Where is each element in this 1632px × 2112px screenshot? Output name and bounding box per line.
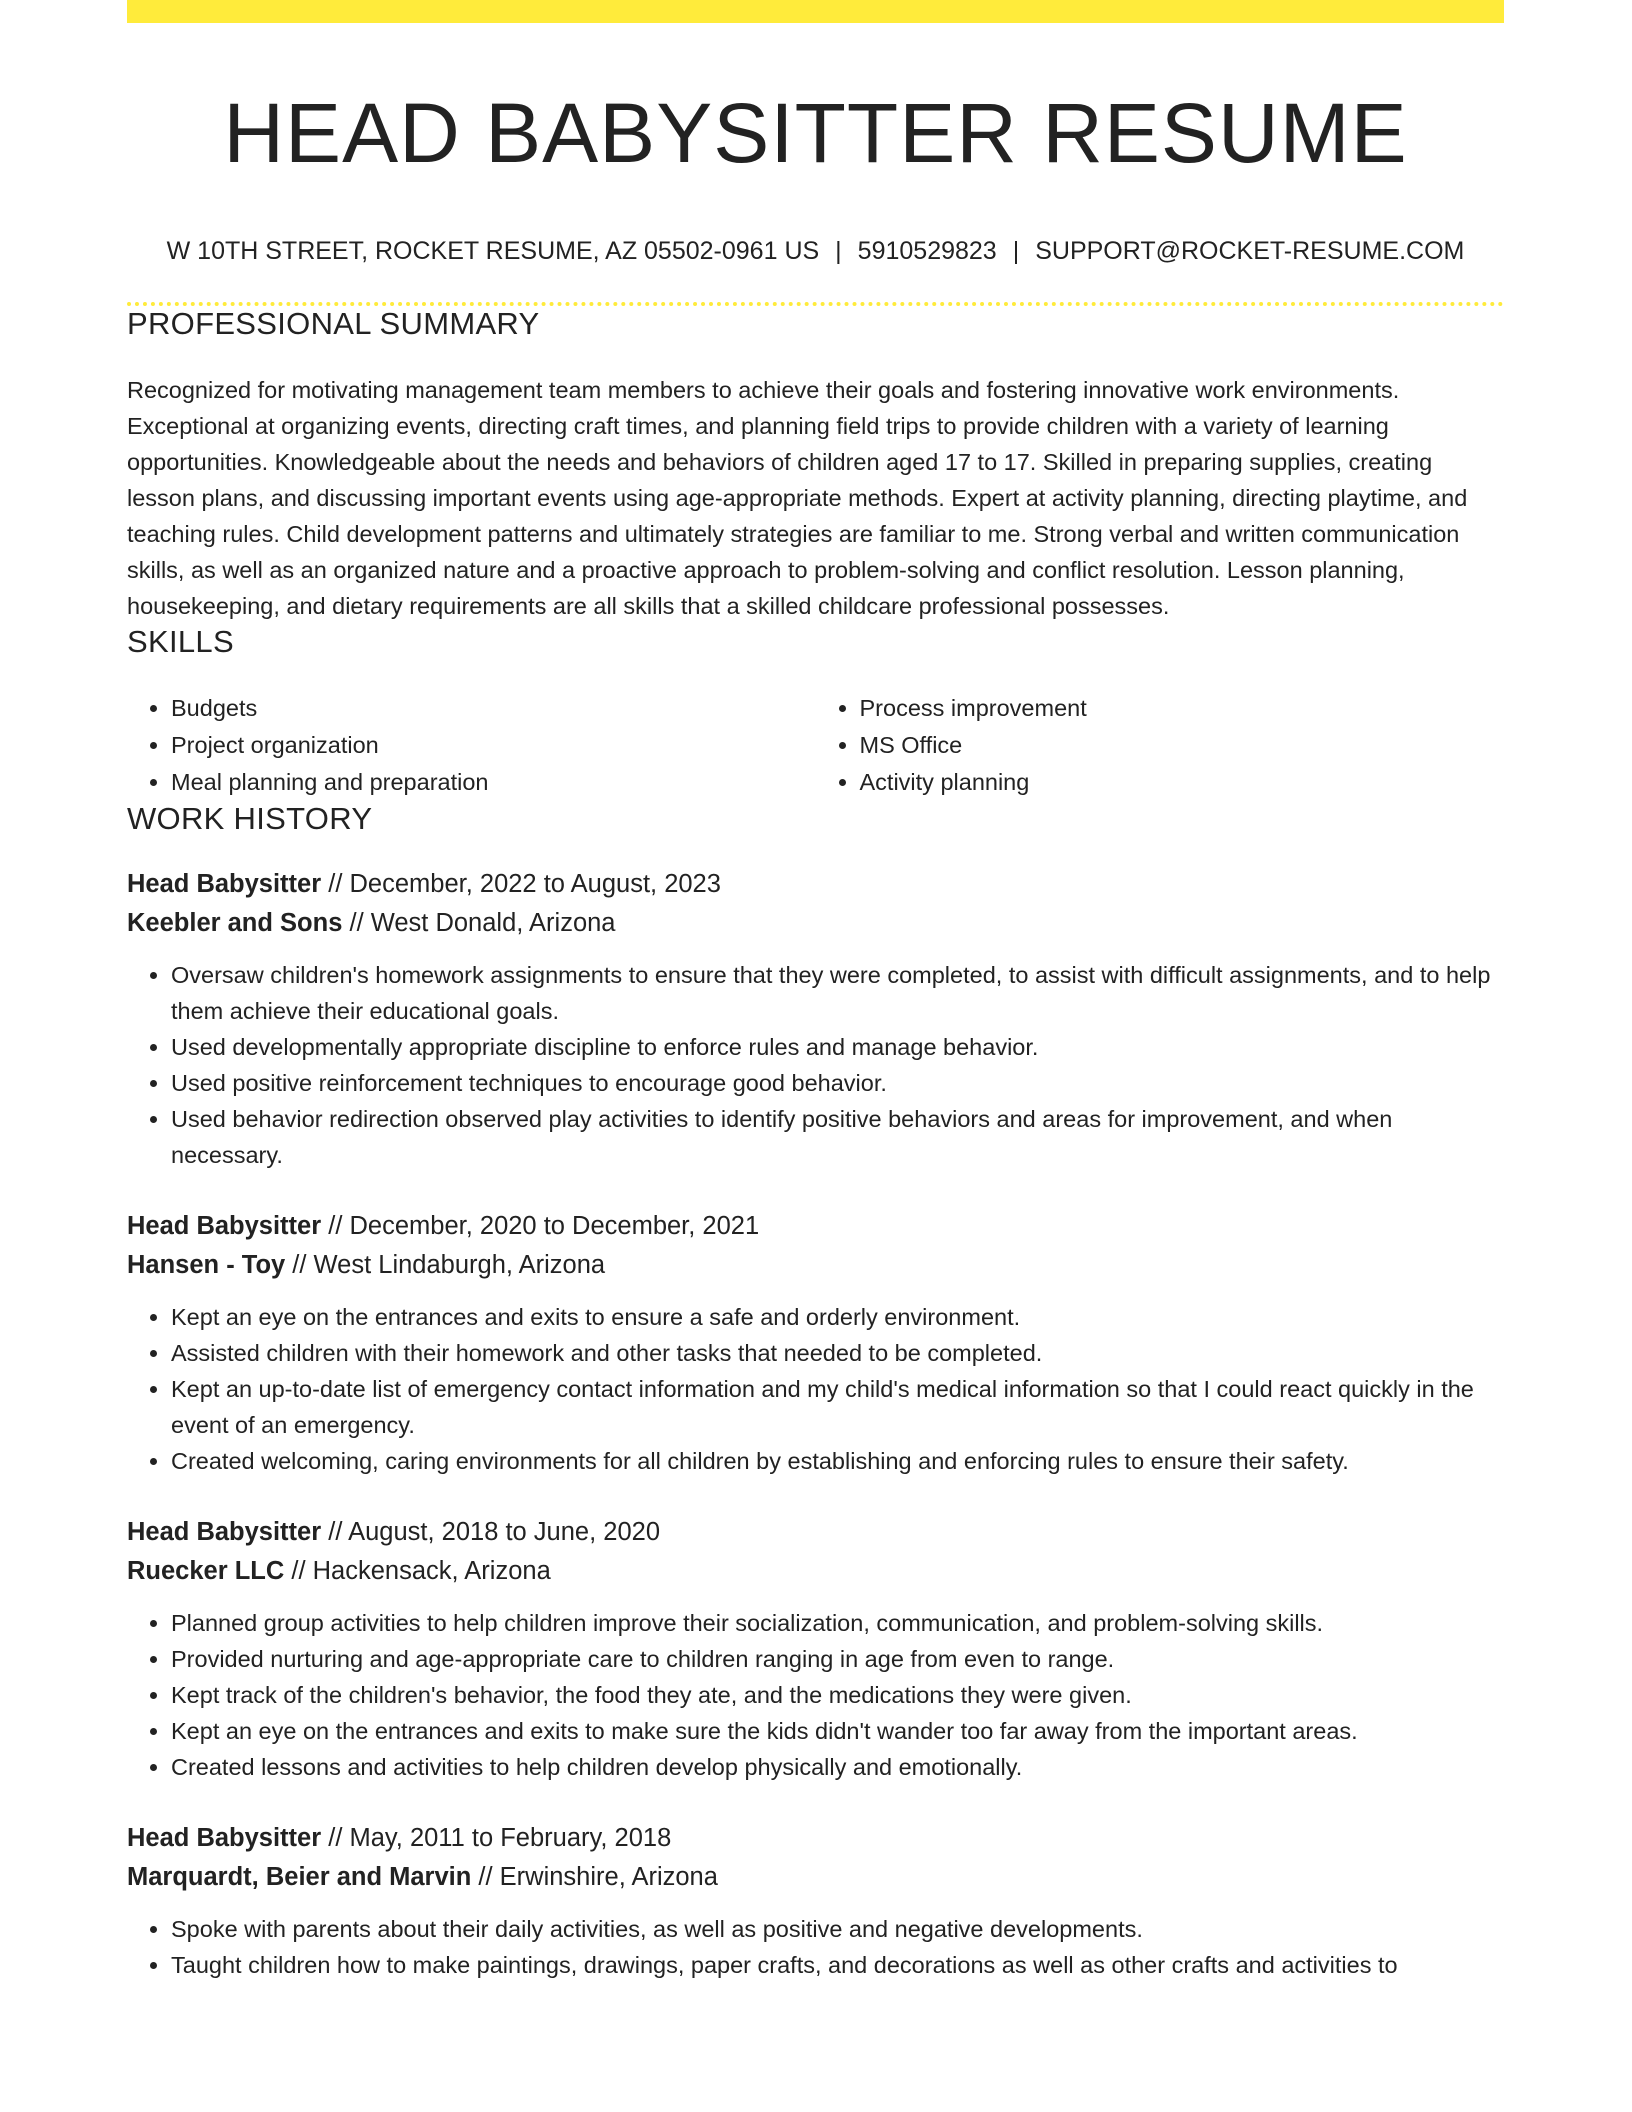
job-duty: • Taught children how to make paintings, drawings, paper crafts, and decorations as well as other crafts and activities to (171, 1947, 1504, 1983)
job-duty: • Provided nurturing and age-appropriate care to children ranging in age from even to range. (171, 1641, 1504, 1677)
job-duty: • Kept an eye on the entrances and exits to ensure a safe and orderly environment. (171, 1299, 1504, 1335)
job-role-line (127, 1207, 1504, 1246)
job-duty: • Oversaw children's homework assignments to ensure that they were completed, to assist with difficult assignments, and to help them achieve their educational goals. (171, 957, 1504, 1029)
email[interactable]: SUPPORT@ROCKET-RESUME.COM (1035, 237, 1465, 266)
job-company-line (127, 1552, 1504, 1591)
skill-item: • Process improvement (860, 690, 1505, 727)
job-duty: • Planned group activities to help children improve their socialization, communication, and problem-solving skills. (171, 1605, 1504, 1641)
resume-page (127, 0, 1504, 1983)
job-role: Head Babysitter (127, 1212, 322, 1241)
job-duty: • Kept track of the children's behavior, the food they ate, and the medications they were given. (171, 1677, 1504, 1713)
job-duties (127, 957, 1504, 1173)
skills-column-right (816, 690, 1505, 801)
job-duty: • Kept an eye on the entrances and exits to make sure the kids didn't wander too far away from the important areas. (171, 1713, 1504, 1749)
job-duty: • Spoke with parents about their daily activities, as well as positive and negative developments. (171, 1911, 1504, 1947)
contact-line (127, 237, 1504, 266)
job-role: Head Babysitter (127, 1824, 322, 1853)
job-role: Head Babysitter (127, 1518, 322, 1547)
job-duty: • Used developmentally appropriate discipline to enforce rules and manage behavior. (171, 1029, 1504, 1065)
skill-item: • Budgets (171, 690, 816, 727)
job-role: Head Babysitter (127, 870, 322, 899)
work-history-heading: WORK HISTORY (127, 801, 373, 837)
job-dates: // August, 2018 to June, 2020 (321, 1518, 661, 1547)
contact-separator: | (835, 237, 842, 266)
job-entry (127, 1513, 1504, 1785)
job-location: // West Donald, Arizona (342, 909, 616, 938)
job-company-line (127, 1858, 1504, 1897)
skills-column-left (127, 690, 816, 801)
job-duties (127, 1605, 1504, 1785)
job-location: // Erwinshire, Arizona (471, 1863, 718, 1892)
phone[interactable]: 5910529823 (857, 237, 997, 266)
job-dates: // May, 2011 to February, 2018 (321, 1824, 672, 1853)
skill-item: • MS Office (860, 727, 1505, 764)
top-accent-bar (127, 0, 1504, 23)
job-duty: • Kept an up-to-date list of emergency contact information and my child's medical information so that I could react quickly in the event of an emergency. (171, 1371, 1504, 1443)
skills-list (127, 690, 1504, 801)
job-role-line (127, 1513, 1504, 1552)
skill-item: • Project organization (171, 727, 816, 764)
job-dates: // December, 2020 to December, 2021 (321, 1212, 760, 1241)
job-role-line (127, 1819, 1504, 1858)
address: W 10TH STREET, ROCKET RESUME, AZ 05502-0961 US (166, 237, 820, 266)
job-duty: • Used behavior redirection observed play activities to identify positive behaviors and areas for improvement, and when necessary. (171, 1101, 1504, 1173)
job-entry (127, 1819, 1504, 1983)
job-location: // Hackensack, Arizona (284, 1557, 551, 1586)
summary-text: Recognized for motivating management team members to achieve their goals and fostering innovative work environments. Exceptional at organizing events, directing craft times, and planning field trips to provide children with a variety of learning opportunities. Knowledgeable about the needs and behaviors of children aged 17 to 17. Skilled in preparing supplies, creating lesson plans, and discussing important events using age-appropriate methods. Expert at activity planning, directing playtime, and teaching rules. Child development patterns and ultimately strategies are familiar to me. Strong verbal and written communication skills, as well as an organized nature and a proactive approach to problem-solving and conflict resolution. Lesson planning, housekeeping, and dietary requirements are all skills that a skilled childcare professional possesses. (127, 377, 1468, 620)
job-duty: • Created lessons and activities to help children develop physically and emotionally. (171, 1749, 1504, 1785)
job-duty: • Used positive reinforcement techniques to encourage good behavior. (171, 1065, 1504, 1101)
skills-heading: SKILLS (127, 624, 234, 660)
job-duties (127, 1299, 1504, 1479)
job-company: Marquardt, Beier and Marvin (127, 1863, 472, 1892)
job-dates: // December, 2022 to August, 2023 (321, 870, 721, 899)
job-company-line (127, 1246, 1504, 1285)
job-duty: • Created welcoming, caring environments for all children by establishing and enforcing rules to ensure their safety. (171, 1443, 1504, 1479)
resume-title: HEAD BABYSITTER RESUME (223, 86, 1408, 180)
job-company: Keebler and Sons (127, 909, 343, 938)
job-company: Ruecker LLC (127, 1557, 285, 1586)
job-company-line (127, 904, 1504, 943)
job-role-line (127, 865, 1504, 904)
job-entry (127, 865, 1504, 1173)
summary-heading: PROFESSIONAL SUMMARY (127, 306, 540, 342)
job-company: Hansen - Toy (127, 1251, 286, 1280)
contact-separator: | (1012, 237, 1020, 266)
job-duties (127, 1911, 1504, 1983)
job-location: // West Lindaburgh, Arizona (285, 1251, 606, 1280)
job-duty: • Assisted children with their homework and other tasks that needed to be completed. (171, 1335, 1504, 1371)
skill-item: • Activity planning (860, 764, 1505, 801)
skill-item: • Meal planning and preparation (171, 764, 816, 801)
job-entry (127, 1207, 1504, 1479)
